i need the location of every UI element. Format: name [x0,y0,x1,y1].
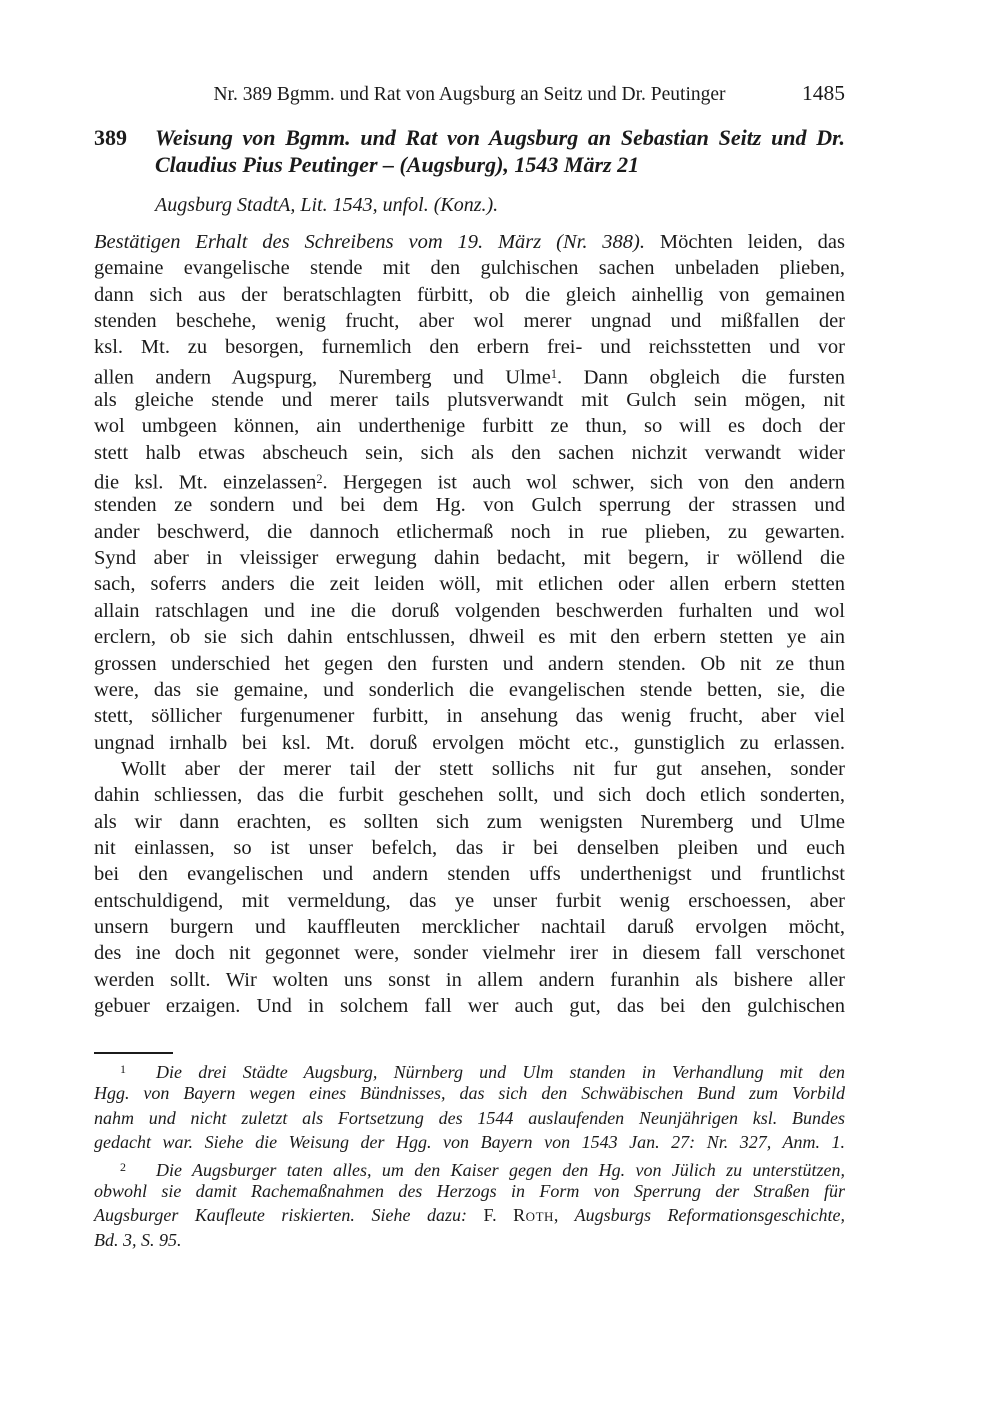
text-segment: nahm und nicht zuletzt als Fortsetzung des 1544 auslaufenden Neunjährigen ksl. Bundes [94,1107,845,1128]
text-segment: F. [483,1205,514,1226]
body-line [94,361,845,387]
text-segment: Synd aber in vleissiger erwegung dahin bedacht, mit begern, ir wöllend die [94,547,845,570]
footnote-number: 1 [120,1062,126,1076]
text-segment: obwohl sie damit Rachemaßnahmen des Herzogs in Form von Sperrung der Straßen für [94,1180,845,1201]
text-segment: gemaine evangelische stende mit den gulchischen sachen unbeladen plieben, [94,257,845,280]
text-segment: grossen underschied het gegen den fursten und andern stenden. Ob nit ze thun [94,652,845,675]
body-line [94,861,845,887]
text-segment: stenden beschehe, wenig frucht, aber wol merer ungnad und mißfallen der [94,310,845,333]
entry-number: 389 [94,125,127,150]
body-line [94,835,845,861]
body-line [94,993,845,1019]
archive-source-line: Augsburg StadtA, Lit. 1543, unfol. (Konz.). [155,194,499,216]
footnotes [94,1057,845,1252]
footnote-line [94,1057,845,1081]
body-line [94,492,845,518]
text-segment: , [553,1205,559,1226]
body-line [94,334,845,360]
body-paragraph [94,756,845,1019]
footnote-line [94,1106,845,1130]
text-segment: allen andern Augspurg, Nuremberg und Ulme [94,366,551,389]
text-segment: ksl. Mt. zu besorgen, furnemlich den erbern frei- und reichsstetten und vor [94,336,845,359]
text-segment: Augsburgs Reformationsgeschichte, [558,1205,845,1226]
text-segment: Roth [513,1205,554,1226]
text-segment: bei den evangelischen und andern stenden uffs underthenigst und fruntlichst [94,863,845,886]
body-line [94,967,845,993]
body-line [94,571,845,597]
text-segment: des ine doch nit gegonnet were, sonder vielmehr irer in diesem fall verschonet [94,942,845,965]
body-line [94,308,845,334]
body-line [94,677,845,703]
text-segment: wol umbgeen können, ain underthenige furbitt ze thun, so will es doch der [94,415,845,438]
body-line [94,598,845,624]
text-segment: ungnad irnhalb bei ksl. Mt. doruß ervolgen möcht etc., gunstiglich zu erlassen. [94,731,845,754]
footnote-reference: 1 [550,366,557,381]
text-segment: Bestätigen Erhalt des Schreibens vom 19. März (Nr. 388). [94,231,646,253]
text-segment: Wollt aber der merer tail der stett sollichs nit fur gut ansehen, sonder [121,757,845,780]
footnote-separator-rule [94,1052,173,1054]
entry-title-line: Claudius Pius Peutinger – (Augsburg), 1543 März 21 [155,152,640,177]
body-text [94,229,845,1019]
footnote-line [94,1228,845,1252]
text-segment: Die Augsburger taten alles, um den Kaiser gegen den Hg. von Jülich zu unterstützen, [156,1159,845,1180]
text-segment: ander beschwerd, die dannoch etlichermaß noch in rue plieben, zu gewarten. [94,520,845,543]
entry-heading [94,124,845,178]
text-segment: unsern burgern und kauffleuten mercklicher nachtail daruß ervolgen möcht, [94,915,845,938]
body-line [94,782,845,808]
text-segment: were, das sie gemaine, und sonderlich die evangelischen stende betten, sie, die [94,678,845,701]
body-line [94,229,845,255]
entry-title-line: Weisung von Bgmm. und Rat von Augsburg an Sebastian Seitz und Dr. [155,125,845,150]
body-line [94,255,845,281]
text-segment: stett halb etwas abscheuch sein, sich als den sachen nichzit verwandt wider [94,441,845,464]
text-segment: nit einlassen, so ist unser befelch, das ir bei denselben pleiben und euch [94,836,845,859]
footnote-line [94,1203,845,1227]
text-segment: Augsburger Kaufleute riskierten. Siehe dazu: [94,1205,484,1226]
body-line [94,809,845,835]
body-line [94,282,845,308]
text-segment: gedacht war. Siehe die Weisung der Hgg. von Bayern von 1543 Jan. 27: Nr. 327, Anm. 1. [94,1132,845,1153]
text-segment: . Dann obgleich die fursten [556,366,846,389]
body-line [94,940,845,966]
text-segment: gebuer erzaigen. Und in solchem fall wer auch gut, das bei den gulchischen [94,994,845,1017]
footnote-reference: 2 [316,472,323,487]
entry-title [155,124,845,178]
text-segment: als gleiche stende und merer tails plutsverwandt mit Gulch sein mögen, nit [94,389,845,412]
text-segment: Hgg. von Bayern wegen eines Bündnisses, das sich den Schwäbischen Bund zum Vorbild [94,1083,845,1104]
footnote-number: 2 [120,1159,126,1174]
body-line [94,519,845,545]
text-segment: die ksl. Mt. einzelassen [94,471,317,494]
text-segment: werden sollt. Wir wolten uns sonst in allem andern furanhin als bishere aller [94,968,845,991]
body-line [94,624,845,650]
text-segment: stenden ze sondern und bei dem Hg. von Gulch sperrung der strassen und [94,494,845,517]
body-line [94,413,845,439]
text-segment: dann sich aus der beratschlagten fürbitt, ob die gleich ainhellig von gemainen [94,283,845,306]
body-line [94,466,845,492]
body-line [94,703,845,729]
body-line [94,730,845,756]
running-title: Nr. 389 Bgmm. und Rat von Augsburg an Seitz und Dr. Peutinger [213,84,726,105]
footnote-line [94,1155,845,1179]
footnote-line [94,1179,845,1203]
text-segment: entschuldigend, mit vermeldung, das ye unser furbit wenig erschoessen, aber [94,889,845,912]
text-segment: sach, soferrs anders die zeit leiden wöll, mit etlichen oder allen erbern stetten [94,573,845,596]
text-segment: als wir dann erachten, es sollten sich zum wenigsten Nuremberg und Ulme [94,810,845,833]
footnote-line [94,1081,845,1105]
text-segment: . Hergegen ist auch wol schwer, sich von den andern [322,471,845,494]
body-line [94,440,845,466]
footnote [94,1155,845,1253]
body-line [94,888,845,914]
body-line [94,545,845,571]
page-number: 1485 [802,81,845,105]
text-segment: Die drei Städte Augsburg, Nürnberg und Ulm standen in Verhandlung mit den [156,1062,845,1082]
text-segment: stett, söllicher furgenumener furbitt, in ansehung das wenig frucht, aber viel [94,705,845,728]
body-line [94,756,845,782]
text-segment: Möchten leiden, das [645,231,845,253]
text-segment: Bd. 3, S. 95. [94,1229,182,1250]
running-header [94,82,845,108]
body-line [94,387,845,413]
body-line [94,914,845,940]
body-line [94,651,845,677]
text-segment: dahin schliessen, das die furbit geschehen sollt, und sich doch etlich sonderten, [94,784,845,807]
text-segment: erclern, ob sie sich dahin entschlussen, dhweil es mit den erbern stetten ye ain [94,626,845,649]
footnote-line [94,1130,845,1154]
body-paragraph [94,229,845,756]
footnote [94,1057,845,1155]
text-segment: allain ratschlagen und ine die doruß volgenden beschwerden furhalten und wol [94,599,845,622]
